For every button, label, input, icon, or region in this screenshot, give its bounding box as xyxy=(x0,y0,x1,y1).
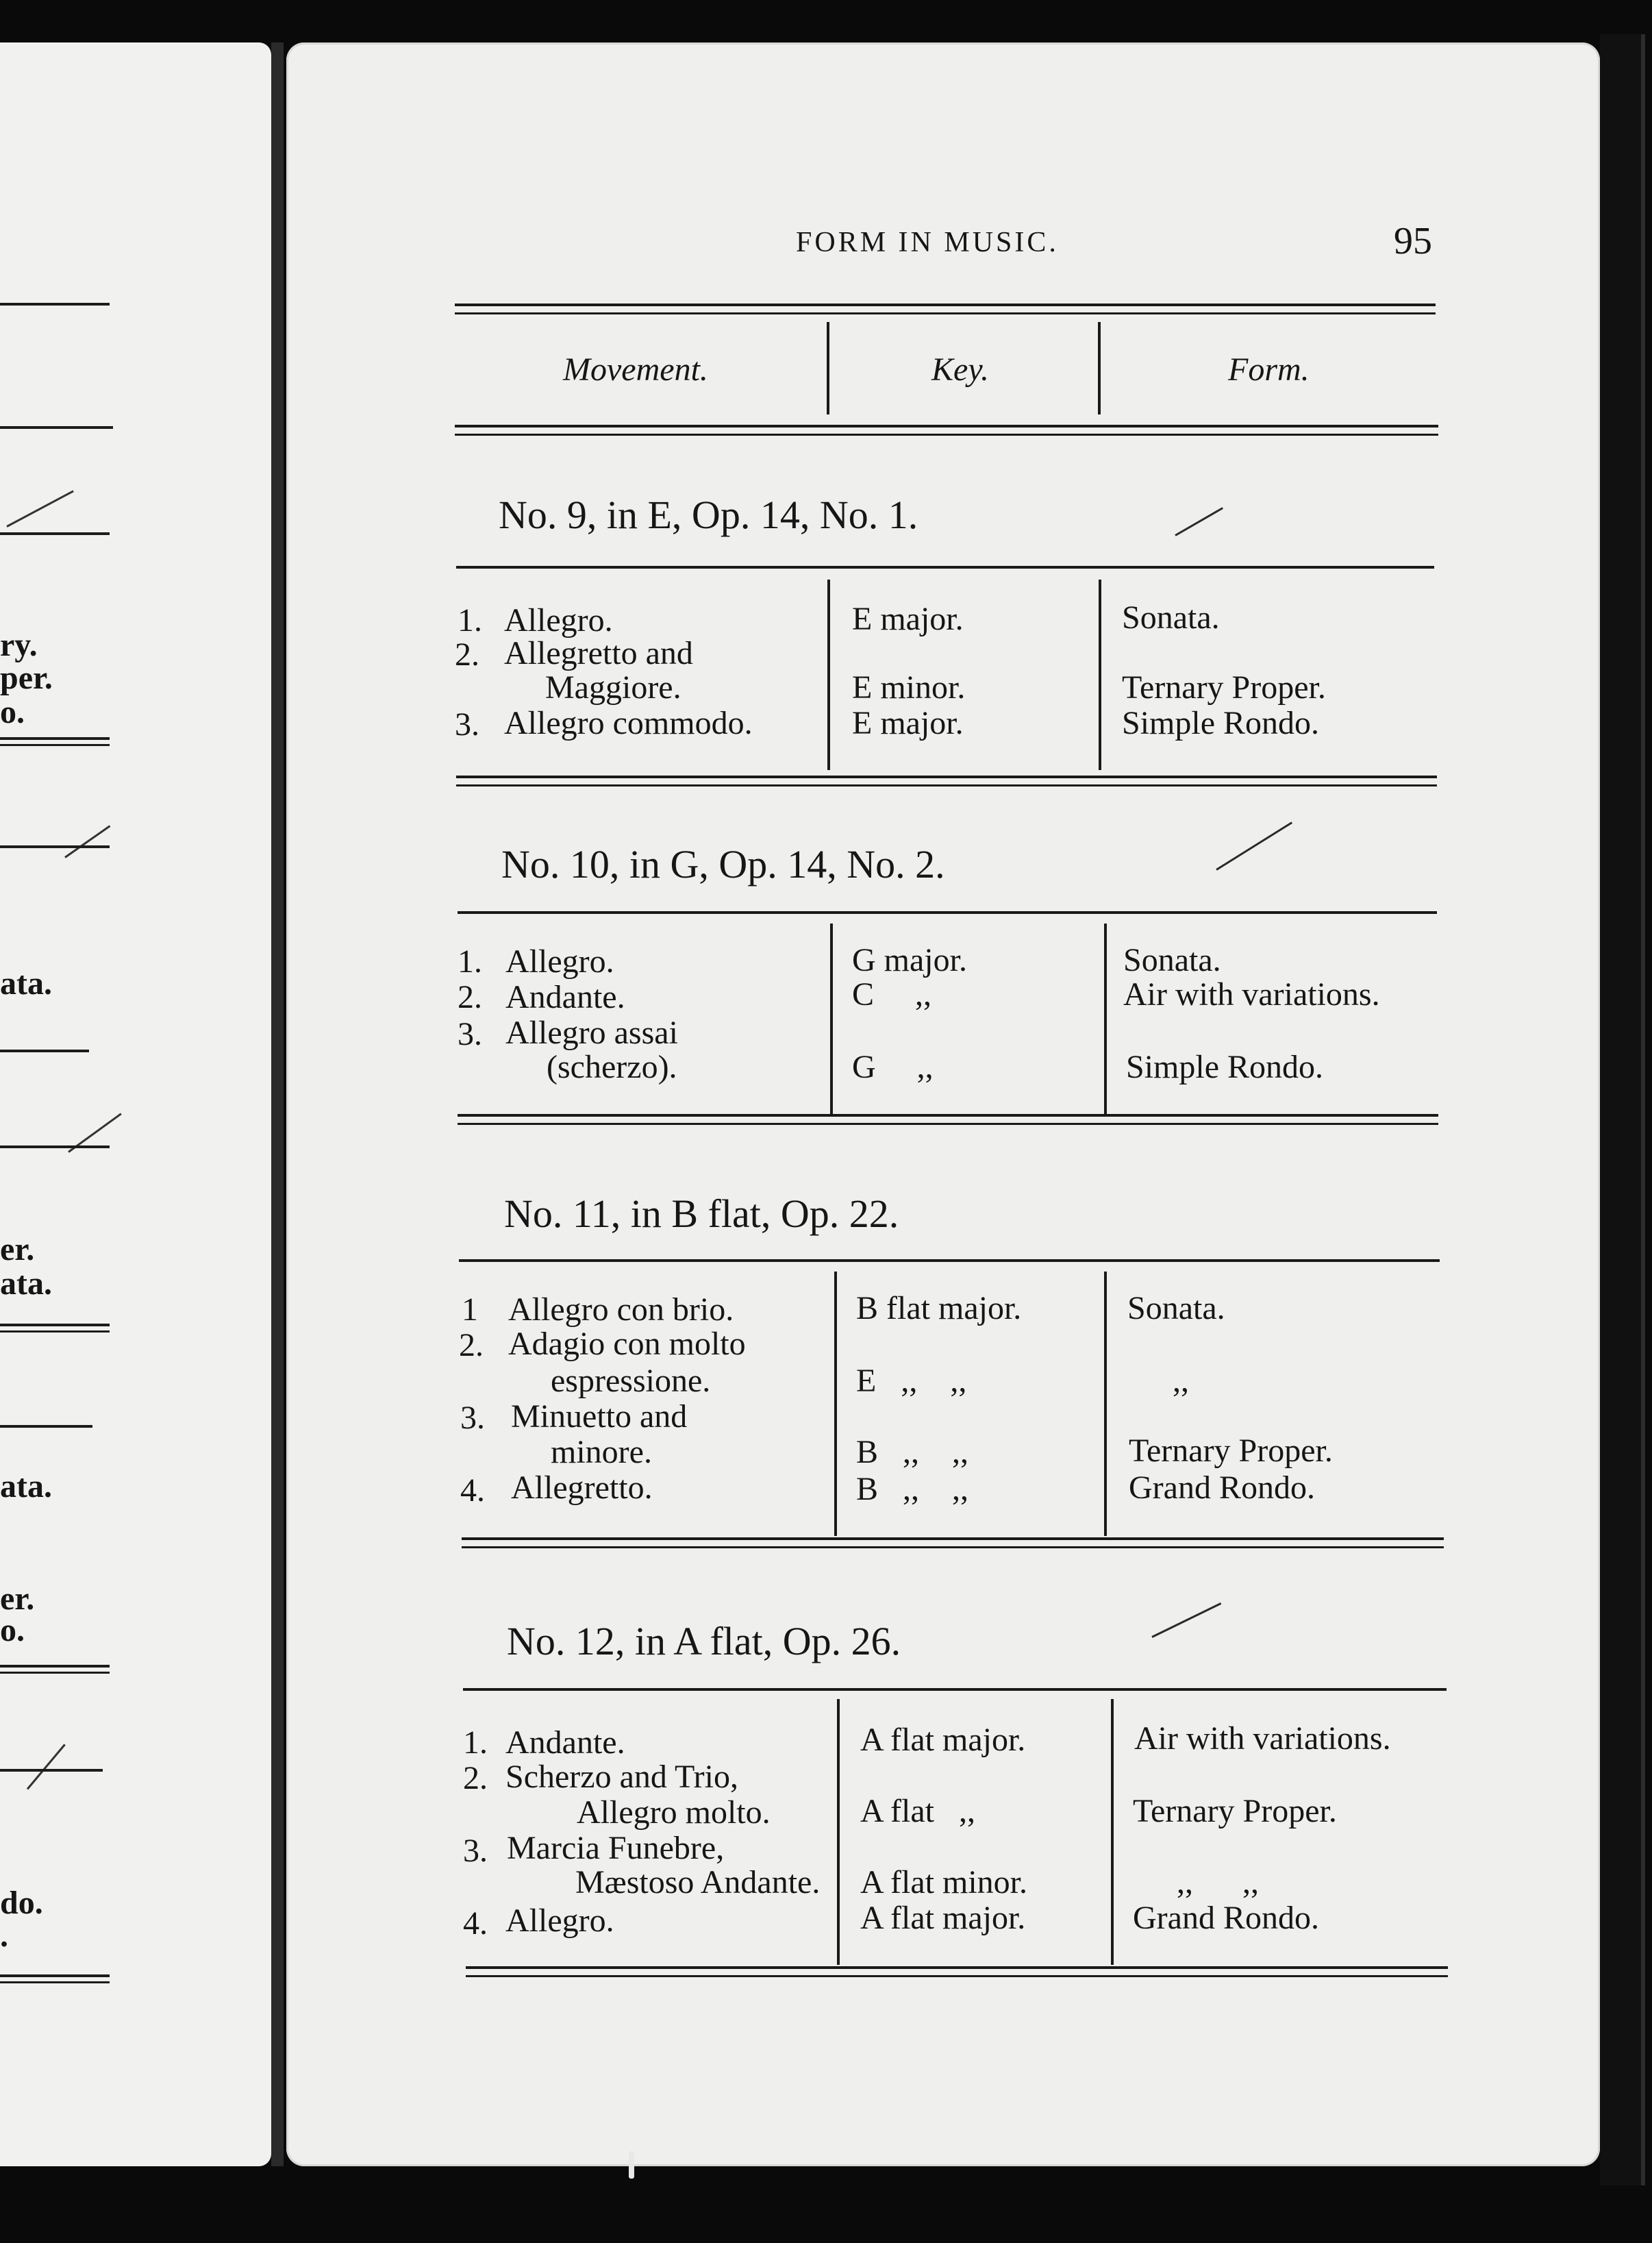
movement-name: Minuetto and xyxy=(511,1398,688,1435)
left-page-fragment: o. xyxy=(0,1612,25,1648)
page-edge xyxy=(1600,34,1645,2185)
movement-number: 2. xyxy=(458,979,482,1015)
running-head: FORM IN MUSIC. xyxy=(796,227,1059,258)
movement-name: Adagio con molto xyxy=(508,1326,746,1362)
movement-name: (scherzo). xyxy=(547,1049,677,1085)
left-page-rule xyxy=(0,303,110,306)
column-divider xyxy=(1098,322,1101,414)
column-divider xyxy=(827,580,830,770)
left-page-fragment: ry. xyxy=(0,627,38,663)
movement-form: ,, xyxy=(1173,1363,1189,1399)
movement-key: E major. xyxy=(852,601,964,637)
column-divider xyxy=(830,924,833,1114)
column-divider xyxy=(827,322,829,414)
column-divider xyxy=(1104,924,1107,1114)
left-page-rule xyxy=(0,426,113,429)
movement-number: 2. xyxy=(459,1327,484,1363)
movement-key: G major. xyxy=(852,942,967,978)
movement-name: Scherzo and Trio, xyxy=(505,1759,738,1795)
section-title: No. 11, in B flat, Op. 22. xyxy=(504,1191,899,1236)
left-page-fragment: ata. xyxy=(0,1468,52,1504)
left-page-rule xyxy=(0,845,110,848)
left-page-fragment: . xyxy=(0,1918,8,1954)
movement-number: 2. xyxy=(463,1760,488,1796)
movement-number: 1. xyxy=(458,943,482,980)
section-bottom-rule xyxy=(466,1966,1448,1969)
movement-form: Simple Rondo. xyxy=(1122,705,1320,741)
movement-form: Sonata. xyxy=(1127,1290,1225,1326)
left-page-rule xyxy=(0,532,110,535)
movement-number: 1 xyxy=(462,1291,478,1328)
pencil-mark xyxy=(6,491,74,528)
binding-thread xyxy=(629,2151,634,2179)
column-header-key: Key. xyxy=(931,351,989,388)
section-bottom-rule xyxy=(462,1537,1444,1540)
movement-name: Allegretto and xyxy=(504,635,693,671)
movement-key: B ,, ,, xyxy=(856,1434,969,1470)
left-page-fragment: er. xyxy=(0,1231,35,1267)
left-page-rule xyxy=(0,1665,110,1668)
movement-key: A flat major. xyxy=(860,1900,1026,1936)
left-page-fragment: er. xyxy=(0,1581,35,1617)
header-bottom-rule xyxy=(455,425,1438,427)
left-page-rule xyxy=(0,1425,92,1428)
column-divider xyxy=(1104,1272,1107,1536)
movement-name: espressione. xyxy=(551,1363,711,1399)
section-title: No. 9, in E, Op. 14, No. 1. xyxy=(499,493,918,537)
movement-number: 1. xyxy=(458,602,482,639)
movement-form: Grand Rondo. xyxy=(1129,1470,1315,1506)
left-page-rule xyxy=(0,1050,89,1052)
movement-name: Allegro con brio. xyxy=(508,1291,734,1328)
left-page-rule xyxy=(0,737,110,740)
movement-form: Sonata. xyxy=(1122,599,1220,636)
movement-form: Air with variations. xyxy=(1134,1720,1391,1757)
movement-key: E major. xyxy=(852,705,964,741)
pencil-mark xyxy=(27,1744,66,1789)
movement-form: ,, ,, xyxy=(1177,1864,1259,1900)
movement-name: Allegro. xyxy=(505,1903,614,1939)
header-top-rule xyxy=(455,303,1436,306)
movement-name: Allegro molto. xyxy=(577,1794,771,1831)
movement-name: minore. xyxy=(551,1434,652,1470)
movement-form: Ternary Proper. xyxy=(1129,1433,1333,1469)
movement-name: Maggiore. xyxy=(545,669,681,706)
movement-form: Air with variations. xyxy=(1123,976,1380,1013)
movement-number: 3. xyxy=(463,1833,488,1869)
movement-form: Ternary Proper. xyxy=(1122,669,1326,706)
left-page-rule xyxy=(0,1324,110,1326)
column-divider xyxy=(837,1699,840,1965)
movement-name: Allegro. xyxy=(504,602,613,639)
movement-key: B flat major. xyxy=(856,1290,1022,1326)
left-page-rule xyxy=(0,1974,110,1977)
movement-name: Allegretto. xyxy=(511,1470,653,1506)
movement-number: 2. xyxy=(455,636,479,673)
column-divider xyxy=(1099,580,1101,770)
movement-key: E ,, ,, xyxy=(856,1363,967,1399)
movement-form: Sonata. xyxy=(1123,942,1221,978)
section-bottom-rule xyxy=(456,776,1437,778)
section-rule xyxy=(459,1259,1440,1262)
movement-name: Andante. xyxy=(505,1724,625,1761)
pencil-mark xyxy=(64,825,110,858)
left-facing-page xyxy=(0,42,271,2166)
movement-form: Grand Rondo. xyxy=(1133,1900,1319,1936)
movement-key: A flat ,, xyxy=(860,1793,975,1829)
movement-form: Ternary Proper. xyxy=(1133,1793,1337,1829)
section-bottom-rule xyxy=(458,1114,1438,1117)
section-title: No. 12, in A flat, Op. 26. xyxy=(507,1619,901,1663)
movement-number: 3. xyxy=(455,706,479,743)
movement-name: Mæstoso Andante. xyxy=(575,1864,821,1900)
section-title: No. 10, in G, Op. 14, No. 2. xyxy=(501,842,945,887)
left-page-rule xyxy=(0,1145,110,1148)
movement-name: Marcia Funebre, xyxy=(507,1830,725,1866)
movement-name: Andante. xyxy=(505,979,625,1015)
movement-number: 1. xyxy=(463,1724,488,1761)
movement-key: C ,, xyxy=(852,976,932,1013)
movement-key: B ,, ,, xyxy=(856,1471,969,1507)
left-page-fragment: per. xyxy=(0,660,53,696)
column-divider xyxy=(834,1272,837,1536)
column-header-form: Form. xyxy=(1228,351,1310,388)
movement-key: G ,, xyxy=(852,1049,934,1085)
movement-key: E minor. xyxy=(852,669,966,706)
left-page-fragment: ata. xyxy=(0,1265,52,1302)
left-page-fragment: do. xyxy=(0,1885,43,1921)
movement-number: 4. xyxy=(463,1905,488,1942)
movement-key: A flat major. xyxy=(860,1722,1026,1758)
movement-number: 4. xyxy=(460,1472,485,1509)
section-rule xyxy=(456,566,1434,569)
movement-form: Simple Rondo. xyxy=(1126,1049,1324,1085)
section-rule xyxy=(463,1688,1447,1691)
page-number: 95 xyxy=(1394,220,1432,262)
movement-name: Allegro commodo. xyxy=(504,705,753,741)
movement-name: Allegro. xyxy=(505,943,614,980)
column-header-movement: Movement. xyxy=(563,351,708,388)
movement-number: 3. xyxy=(458,1016,482,1052)
left-page-fragment: ata. xyxy=(0,965,52,1002)
section-rule xyxy=(458,911,1437,914)
book-gutter xyxy=(271,42,284,2166)
movement-name: Allegro assai xyxy=(505,1015,678,1051)
left-page-fragment: o. xyxy=(0,694,25,730)
left-page-rule xyxy=(0,1769,103,1772)
column-divider xyxy=(1111,1699,1114,1965)
movement-number: 3. xyxy=(460,1400,485,1436)
movement-key: A flat minor. xyxy=(860,1864,1027,1900)
